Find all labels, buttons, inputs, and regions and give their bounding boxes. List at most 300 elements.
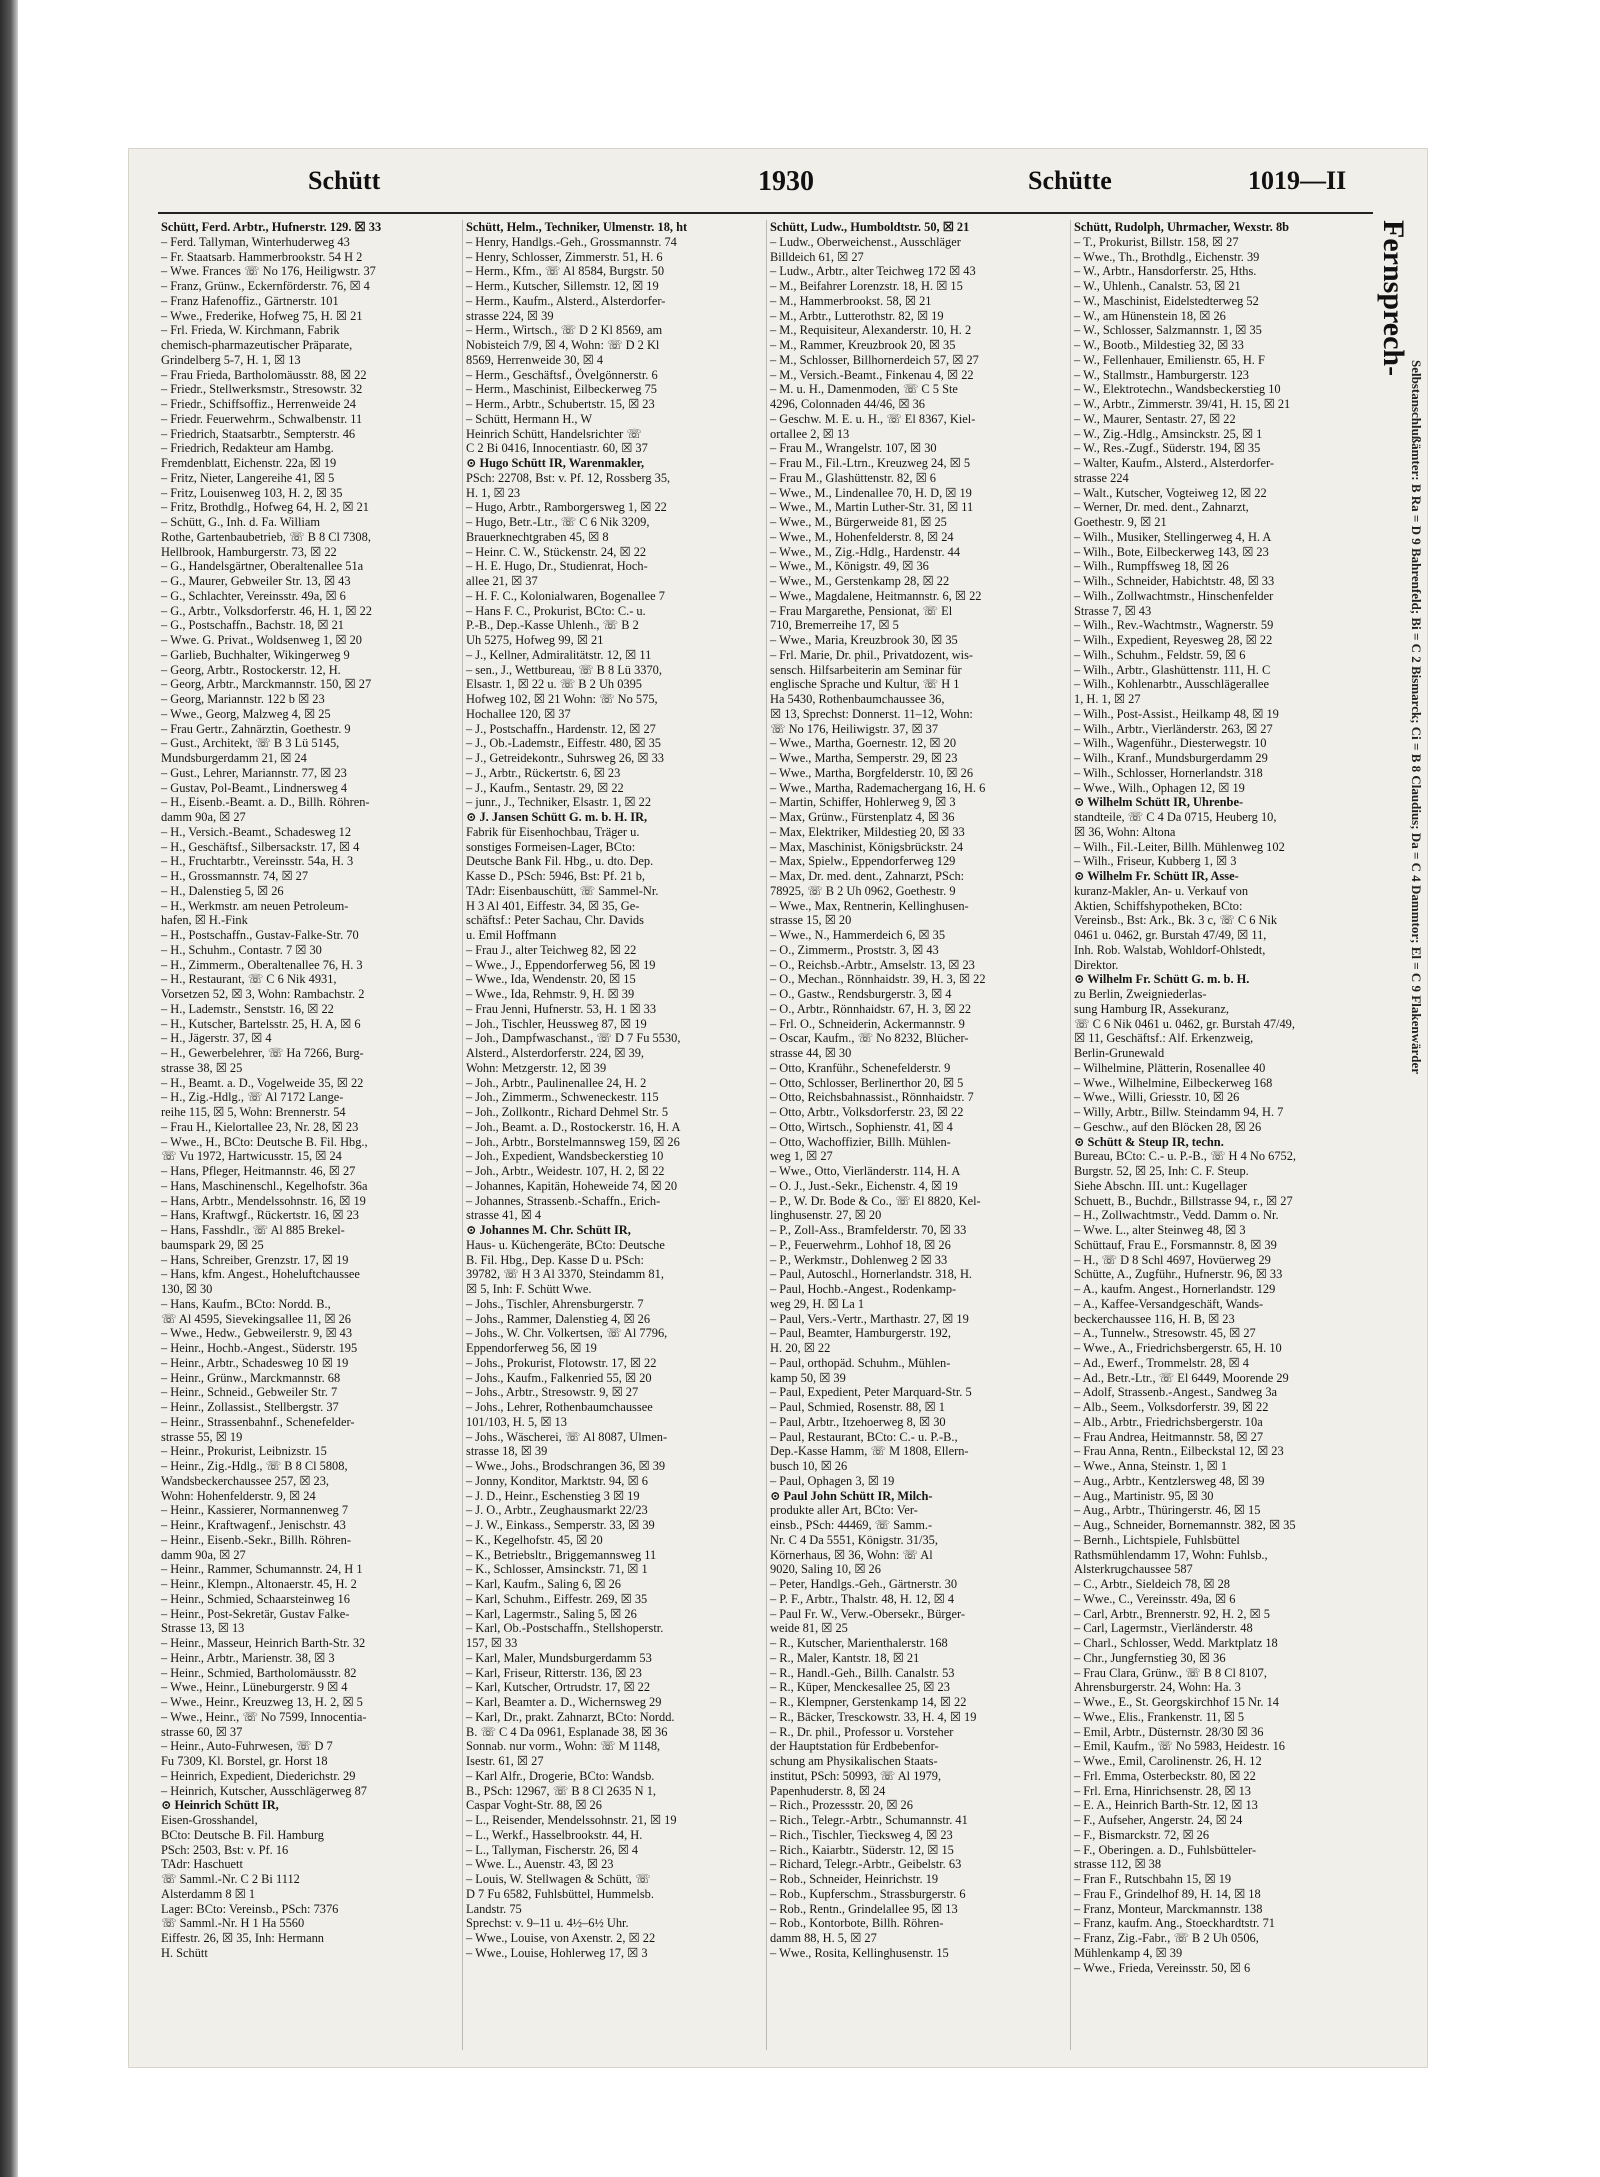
directory-entry-line: hafen, ☒ H.-Fink	[161, 913, 248, 928]
directory-entry-line: – Max, Elektriker, Mildestieg 20, ☒ 33	[770, 824, 965, 839]
directory-entry-line: – Wwe., Rosita, Kellinghusenstr. 15	[770, 1945, 949, 1960]
directory-entry-line: beckerchaussee 116, H. B, ☒ 23	[1074, 1311, 1235, 1326]
directory-entry-line: – Carl, Lagermstr., Vierländerstr. 48	[1074, 1621, 1253, 1636]
directory-entry-line: 130, ☒ 30	[161, 1282, 213, 1296]
directory-entry-line: BCto: Deutsche B. Fil. Hamburg	[161, 1827, 324, 1842]
header-page-number: 1019—II	[1248, 166, 1347, 195]
directory-entry-line: – Georg, Arbtr., Rostockerstr. 12, H.	[161, 662, 341, 677]
directory-entry-line: busch 10, ☒ 26	[770, 1459, 848, 1473]
directory-entry-line: – H., ☏ D 8 Schl 4697, Hovüerweg 29	[1074, 1252, 1271, 1267]
directory-entry-line: – Wwe., Maria, Kreuzbrook 30, ☒ 35	[770, 633, 958, 647]
directory-entry-line: kamp 50, ☒ 39	[770, 1370, 846, 1385]
directory-entry-line: – Rich., Tischler, Tiecksweg 4, ☒ 23	[770, 1827, 953, 1842]
directory-entry-line: – Karl, Friseur, Ritterstr. 136, ☒ 23	[466, 1665, 642, 1680]
directory-entry-line: H. 20, ☒ 22	[770, 1341, 831, 1355]
directory-entry-line: – Georg, Mariannstr. 122 b ☒ 23	[161, 692, 325, 706]
directory-entry-line: – Wwe., M., Martin Luther-Str. 31, ☒ 11	[770, 500, 974, 515]
directory-entry-line: – W., Arbtr., Hansdorferstr. 25, Hths.	[1074, 264, 1257, 279]
directory-entry-line: weg 1, ☒ 27	[770, 1149, 833, 1164]
directory-entry-line: linghusenstr. 27, ☒ 20	[770, 1208, 882, 1223]
column-1	[158, 220, 455, 2050]
directory-entry-line: – G., Handelsgärtner, Oberaltenallee 51a	[161, 559, 364, 574]
directory-entry-line: – Wwe., Johs., Brodschrangen 36, ☒ 39	[466, 1459, 666, 1473]
directory-entry-line: – Otto, Wirtsch., Sophienstr. 41, ☒ 4	[770, 1119, 953, 1134]
directory-entry-line: Vorsetzen 52, ☒ 3, Wohn: Rambachstr. 2	[161, 987, 365, 1001]
directory-entry-line: – Friedr. Feuerwehrm., Schwalbenstr. 11	[161, 411, 363, 426]
directory-entry-line: ⊙ Johannes M. Chr. Schütt IR,	[466, 1223, 631, 1237]
directory-entry-line: ☏ C 6 Nik 0461 u. 0462, gr. Burstah 47/49,	[1074, 1016, 1295, 1031]
directory-entry-line: – Wwe. L., alter Steinweg 48, ☒ 3	[1074, 1223, 1246, 1237]
directory-entry-line: D 7 Fu 6582, Fuhlsbüttel, Hummelsb.	[466, 1886, 654, 1901]
directory-entry-line: Sonnab. nur vorm., Wohn: ☏ M 1148,	[466, 1739, 661, 1754]
directory-entry-line: – W., Elektrotechn., Wandsbeckerstieg 10	[1074, 382, 1281, 397]
directory-entry-line: – Walt., Kutscher, Vogteiweg 12, ☒ 22	[1074, 485, 1267, 500]
directory-entry-line: – Paul, Vers.-Vertr., Marthastr. 27, ☒ 19	[770, 1311, 969, 1326]
directory-entry-line: – Heinr., Schneid., Gebweiler Str. 7	[161, 1385, 338, 1400]
directory-entry-line: – Johs., Rammer, Dalenstieg 4, ☒ 26	[466, 1311, 651, 1326]
directory-entry-line: – Friedrich, Redakteur am Hambg.	[161, 441, 334, 456]
directory-entry-line: – Wwe., Wilhelmine, Eilbeckerweg 168	[1074, 1075, 1273, 1090]
directory-entry-line: strasse 112, ☒ 38	[1074, 1857, 1162, 1872]
directory-entry-line: – Heinrich, Expedient, Diederichstr. 29	[161, 1768, 356, 1783]
directory-entry-line: Heinrich Schütt, Handelsrichter ☏	[466, 426, 642, 441]
directory-entry-line: Goethestr. 9, ☒ 21	[1074, 515, 1167, 529]
directory-entry-line: – Wilh., Wagenführ., Diesterwegstr. 10	[1074, 736, 1267, 751]
directory-entry-line: – Karl, Schuhm., Eiffestr. 269, ☒ 35	[466, 1591, 648, 1606]
directory-entry-line: ⊙ J. Jansen Schütt G. m. b. H. IR,	[466, 810, 648, 824]
directory-entry-line: – Herm., Geschäftsf., Övelgönnerstr. 6	[466, 367, 658, 382]
directory-entry-line: ⊙ Wilhelm Schütt IR, Uhrenbe-	[1074, 795, 1244, 810]
directory-entry-line: Uh 5275, Hofweg 99, ☒ 21	[466, 633, 604, 647]
directory-entry-line: einsb., PSch: 44469, ☏ Samm.-	[770, 1518, 933, 1532]
directory-entry-line: 157, ☒ 33	[466, 1636, 518, 1650]
directory-entry-line: – Karl, Kaufm., Saling 6, ☒ 26	[466, 1577, 621, 1591]
directory-entry-line: – O., Reichsb.-Arbtr., Amselstr. 13, ☒ 23	[770, 957, 975, 972]
directory-entry-line: – Hans, Fasshdlr., ☏ Al 885 Brekel-	[161, 1223, 345, 1237]
directory-entry-line: – Max, Maschinist, Königsbrückstr. 24	[770, 839, 964, 854]
directory-entry-line: B. ☏ C 4 Da 0961, Esplanade 38, ☒ 36	[466, 1724, 668, 1739]
directory-entry-line: – Garlieb, Buchhalter, Wikingerweg 9	[161, 647, 350, 662]
directory-entry-line: Kasse D., PSch: 5946, Bst: Pf. 21 b,	[466, 869, 645, 883]
directory-entry-line: – K., Schlosser, Amsinckstr. 71, ☒ 1	[466, 1562, 648, 1577]
directory-entry-line: zu Berlin, Zweigniederlas-	[1074, 987, 1207, 1001]
directory-entry-line: ☒ 11, Geschäftsf.: Alf. Erkenzweig,	[1074, 1031, 1254, 1046]
directory-entry-line: – Johannes, Strassenb.-Schaffn., Erich-	[466, 1193, 661, 1208]
directory-entry-line: – Otto, Kranführ., Schenefelderstr. 9	[770, 1060, 951, 1075]
phone-exchange-sidebar	[1374, 220, 1426, 2050]
directory-entry-line: – Gust., Lehrer, Mariannstr. 77, ☒ 23	[161, 765, 347, 780]
directory-entry-line: – Hans, Kraftwgf., Rückertstr. 16, ☒ 23	[161, 1208, 359, 1223]
directory-entry-line: – Heinr., Masseur, Heinrich Barth-Str. 32	[161, 1636, 366, 1650]
directory-entry-line: – Wilh., Arbtr., Glashüttenstr. 111, H. C	[1074, 662, 1271, 677]
directory-entry-line: – Wwe., Georg, Malzweg 4, ☒ 25	[161, 706, 331, 721]
directory-entry-line: – Wilh., Zollwachtmstr., Hinschenfelder	[1074, 588, 1274, 603]
directory-entry-line: PSch: 2503, Bst: v. Pf. 16	[161, 1842, 289, 1857]
directory-entry-line: Bureau, BCto: C.- u. P.-B., ☏ H 4 No 6752,	[1074, 1149, 1297, 1164]
directory-entry-line: – Herm., Kfm., ☏ Al 8584, Burgstr. 50	[466, 264, 665, 279]
directory-entry-line: – Henry, Handlgs.-Geh., Grossmannstr. 74	[466, 234, 677, 249]
directory-entry-line: – L., Reisender, Mendelssohnstr. 21, ☒ 19	[466, 1813, 677, 1827]
directory-entry-line: – Wwe., Martha, Borgfelderstr. 10, ☒ 26	[770, 765, 974, 780]
directory-entry-line: sensch. Hilfsarbeiterin am Seminar für	[770, 662, 962, 677]
directory-entry-line: – Wilh., Expedient, Reyesweg 28, ☒ 22	[1074, 633, 1273, 647]
directory-entry-line: – Karl, Kutscher, Ortrudstr. 17, ☒ 22	[466, 1680, 651, 1695]
directory-entry-line: – Adolf, Strassenb.-Angest., Sandweg 3a	[1074, 1385, 1278, 1400]
directory-entry-line: – Heinr., Hochb.-Angest., Süderstr. 195	[161, 1341, 358, 1355]
directory-entry-line: Isestr. 61, ☒ 27	[466, 1754, 544, 1768]
directory-entry-line: Burgstr. 52, ☒ 25, Inh: C. F. Steup.	[1074, 1164, 1249, 1178]
directory-entry-line: – Wilh., Kohlenarbtr., Ausschlägerallee	[1074, 677, 1270, 692]
directory-entry-line: – Rich., Kaiarbtr., Süderstr. 12, ☒ 15	[770, 1842, 954, 1857]
directory-entry-line: – Wwe., Emil, Carolinenstr. 26, H. 12	[1074, 1754, 1262, 1768]
directory-entry-line: – Wilhelmine, Plätterin, Rosenallee 40	[1074, 1060, 1266, 1075]
directory-entry-line: C 2 Bi 0416, Innocentiastr. 60, ☒ 37	[466, 441, 648, 456]
directory-entry-line: – R., Maler, Kantstr. 18, ☒ 21	[770, 1650, 920, 1665]
directory-entry-line: Eisen-Grosshandel,	[161, 1813, 258, 1827]
directory-entry-line: 78925, ☏ B 2 Uh 0962, Goethestr. 9	[770, 883, 956, 898]
directory-entry-line: – W., Res.-Zugf., Süderstr. 194, ☒ 35	[1074, 441, 1261, 456]
directory-entry-line: – Wwe., Frederike, Hofweg 75, H. ☒ 21	[161, 308, 363, 323]
directory-entry-line: – Wilh., Bote, Eilbeckerweg 143, ☒ 23	[1074, 544, 1269, 559]
directory-entry-line: – Rich., Prozessstr. 20, ☒ 26	[770, 1798, 913, 1813]
directory-entry-line: – Karl, Maler, Mundsburgerdamm 53	[466, 1650, 652, 1665]
directory-entry-line: Schütt, Ferd. Arbtr., Hufnerstr. 129. ☒ 33	[161, 220, 382, 234]
directory-entry-line: – Karl Alfr., Drogerie, BCto: Wandsb.	[466, 1768, 655, 1783]
directory-entry-line: – Alb., Seem., Volksdorferstr. 39, ☒ 22	[1074, 1400, 1269, 1414]
directory-entry-line: – Wwe., Louise, Hohlerweg 17, ☒ 3	[466, 1945, 648, 1960]
directory-entry-line: – Paul, Hochb.-Angest., Rodenkamp-	[770, 1282, 957, 1296]
directory-entry-line: – Emil, Arbtr., Düsternstr. 28/30 ☒ 36	[1074, 1724, 1264, 1739]
directory-entry-line: B., PSch: 12967, ☏ B 8 Cl 2635 N 1,	[466, 1783, 657, 1798]
directory-entry-line: weg 29, H. ☒ La 1	[770, 1296, 865, 1311]
directory-entry-line: – T., Prokurist, Billstr. 158, ☒ 27	[1074, 234, 1239, 249]
directory-entry-line: Hellbrook, Hamburgerstr. 73, ☒ 22	[161, 544, 337, 559]
directory-entry-line: 9020, Saling 10, ☒ 26	[770, 1562, 881, 1577]
directory-entry-line: – Wwe., Martha, Goernestr. 12, ☒ 20	[770, 736, 957, 751]
directory-entry-line: – W., Bootb., Mildestieg 32, ☒ 33	[1074, 338, 1244, 352]
directory-entry-line: – Paul, Ophagen 3, ☒ 19	[770, 1473, 895, 1488]
directory-entry-line: – M., Versich.-Beamt., Finkenau 4, ☒ 22	[770, 367, 974, 382]
directory-entry-line: Alsterd., Alsterdorferstr. 224, ☒ 39,	[466, 1046, 645, 1060]
directory-entry-line: – F., Oberingen. a. D., Fuhlsbütteler-	[1074, 1842, 1257, 1857]
directory-entry-line: – Paul, Autoschl., Hornerlandstr. 318, H.	[770, 1267, 973, 1282]
directory-entry-line: reihe 115, ☒ 5, Wohn: Brennerstr. 54	[161, 1105, 346, 1119]
directory-entry-line: – H., Versich.-Beamt., Schadesweg 12	[161, 824, 352, 839]
directory-entry-line: – Wwe., Heinr., ☏ No 7599, Innocentia-	[161, 1709, 367, 1724]
directory-entry-line: – H., Fruchtarbtr., Vereinsstr. 54a, H. 3	[161, 854, 354, 869]
directory-entry-line: – Heinr., Klempn., Altonaerstr. 45, H. 2	[161, 1577, 357, 1591]
directory-entry-line: – Henry, Schlosser, Zimmerstr. 51, H. 6	[466, 249, 663, 264]
directory-entry-line: ⊙ Wilhelm Fr. Schütt IR, Asse-	[1074, 869, 1239, 883]
directory-entry-line: Mühlenkamp 4, ☒ 39	[1074, 1945, 1183, 1960]
directory-entry-line: – Ludw., Oberweichenst., Ausschläger	[770, 234, 961, 249]
directory-entry-line: strasse 224	[1074, 470, 1129, 485]
directory-entry-line: strasse 44, ☒ 30	[770, 1046, 852, 1060]
directory-entry-line: – Ad., Betr.-Ltr., ☏ El 6449, Moorende 29	[1074, 1370, 1289, 1385]
directory-entry-line: – Hans, Schreiber, Grenzstr. 17, ☒ 19	[161, 1252, 349, 1267]
directory-entry-line: – Frau Margarethe, Pensionat, ☏ El	[770, 603, 953, 618]
directory-entry-line: – Wilh., Schneider, Habichtstr. 48, ☒ 33	[1074, 574, 1275, 588]
directory-entry-line: – Wwe., M., Bürgerweide 81, ☒ 25	[770, 515, 947, 529]
directory-entry-line: – Frau J., alter Teichweg 82, ☒ 22	[466, 942, 637, 957]
directory-entry-line: – Frau M., Glashüttenstr. 82, ☒ 6	[770, 470, 936, 485]
directory-entry-line: – Heinr., Zollassist., Stellbergstr. 37	[161, 1400, 339, 1414]
directory-entry-line: – G., Schlachter, Vereinsstr. 49a, ☒ 6	[161, 588, 346, 603]
directory-entry-line: – Herm., Kaufm., Alsterd., Alsterdorfer-	[466, 293, 666, 308]
column-2	[462, 220, 760, 2050]
directory-entry-line: – Schütt, Hermann H., W	[466, 411, 593, 426]
directory-entry-line: – Wilh., Kranf., Mundsburgerdamm 29	[1074, 751, 1268, 765]
directory-entry-line: – F., Aufseher, Angerstr. 24, ☒ 24	[1074, 1813, 1243, 1827]
directory-entry-line: – H., Zimmerm., Oberaltenallee 76, H. 3	[161, 957, 363, 972]
directory-entry-line: – Frl. O., Schneiderin, Ackermannstr. 9	[770, 1016, 965, 1031]
directory-entry-line: – H., Zig.-Hdlg., ☏ Al 7172 Lange-	[161, 1090, 344, 1105]
directory-entry-line: ☒ 5, Inh: F. Schütt Wwe.	[466, 1282, 592, 1296]
directory-entry-line: H 3 Al 401, Eiffestr. 34, ☒ 35, Ge-	[466, 898, 640, 913]
directory-entry-line: – M., Hammerbrookst. 58, ☒ 21	[770, 293, 932, 308]
directory-entry-line: – Heinrich, Kutscher, Ausschlägerweg 87	[161, 1783, 367, 1798]
directory-entry-line: ☏ No 176, Heiliwigstr. 37, ☒ 37	[770, 721, 939, 736]
directory-entry-line: Hochallee 120, ☒ 37	[466, 706, 571, 721]
directory-entry-line: – Karl, Lagermstr., Saling 5, ☒ 26	[466, 1606, 637, 1621]
directory-entry-line: – Ferd. Tallyman, Winterhuderweg 43	[161, 234, 350, 249]
directory-entry-line: – M., Beifahrer Lorenzstr. 18, H. ☒ 15	[770, 279, 963, 293]
directory-entry-line: chemisch-pharmazeutischer Präparate,	[161, 338, 353, 352]
directory-entry-line: – Rob., Kontorbote, Billh. Röhren-	[770, 1916, 944, 1931]
directory-entry-line: – A., kaufm. Angest., Hornerlandstr. 129	[1074, 1282, 1276, 1296]
directory-entry-line: 0461 u. 0462, gr. Burstah 47/49, ☒ 11,	[1074, 928, 1267, 942]
directory-entry-line: – G., Maurer, Gebweiler Str. 13, ☒ 43	[161, 574, 351, 588]
directory-entry-line: – Louis, W. Stellwagen & Schütt, ☏	[466, 1872, 651, 1886]
directory-entry-line: – P. F., Arbtr., Thalstr. 48, H. 12, ☒ 4	[770, 1591, 955, 1606]
directory-entry-line: – Heinr., Strassenbahnf., Schenefelder-	[161, 1414, 355, 1429]
directory-entry-line: strasse 60, ☒ 37	[161, 1724, 243, 1739]
directory-entry-line: – Paul, Restaurant, BCto: C.- u. P.-B.,	[770, 1429, 958, 1444]
directory-entry-line: – Hans, Maschinenschl., Kegelhofstr. 36a	[161, 1178, 368, 1193]
header-left-name: Schütt	[308, 166, 381, 195]
directory-entry-line: – Hugo, Arbtr., Ramborgersweg 1, ☒ 22	[466, 500, 667, 515]
directory-entry-line: Schütt, Helm., Techniker, Ulmenstr. 18, ht	[466, 220, 688, 234]
directory-entry-line: Billdeich 61, ☒ 27	[770, 249, 864, 264]
directory-entry-line: – O., Zimmerm., Proststr. 3, ☒ 43	[770, 942, 939, 957]
directory-entry-line: – Frau Frieda, Bartholomäusstr. 88, ☒ 22	[161, 367, 367, 382]
directory-entry-line: – J., Ob.-Lademstr., Eiffestr. 480, ☒ 35	[466, 736, 661, 751]
directory-entry-line: – Otto, Arbtr., Volksdorferstr. 23, ☒ 22	[770, 1105, 964, 1119]
directory-entry-line: – Joh., Arbtr., Borstelmannsweg 159, ☒ 26	[466, 1134, 680, 1149]
directory-entry-line: – Frau H., Kielortallee 23, Nr. 28, ☒ 23	[161, 1119, 359, 1134]
directory-entry-line: – Franz, Grünw., Eckernförderstr. 76, ☒ 4	[161, 279, 370, 293]
directory-entry-line: – Aug., Martinistr. 95, ☒ 30	[1074, 1488, 1214, 1503]
directory-entry-line: – Karl, Ob.-Postschaffn., Stellshoperstr.	[466, 1621, 664, 1636]
directory-entry-line: Schuett, B., Buchdr., Billstrasse 94, r., ☒ 27	[1074, 1193, 1293, 1208]
directory-entry-line: – Frau Gertr., Zahnärztin, Goethestr. 9	[161, 721, 351, 736]
directory-entry-line: damm 88, H. 5, ☒ 27	[770, 1931, 877, 1945]
directory-entry-line: – Gust., Architekt, ☏ B 3 Lü 5145,	[161, 736, 340, 751]
directory-entry-line: – Werner, Dr. med. dent., Zahnarzt,	[1074, 500, 1249, 515]
directory-entry-line: – Paul, Expedient, Peter Marquard-Str. 5	[770, 1385, 972, 1400]
directory-entry-line: – P., Feuerwehrm., Lohhof 18, ☒ 26	[770, 1237, 951, 1252]
directory-entry-line: ortallee 2, ☒ 13	[770, 426, 850, 441]
directory-entry-line: Vereinsb., Bst: Ark., Bk. 3 c, ☏ C 6 Nik	[1074, 913, 1278, 928]
directory-entry-line: – Hans, Kaufm., BCto: Nordd. B.,	[161, 1296, 331, 1311]
directory-entry-line: ⊙ Wilhelm Fr. Schütt G. m. b. H.	[1074, 972, 1250, 987]
directory-entry-line: – Wwe., Magdalene, Heitmannstr. 6, ☒ 22	[770, 588, 982, 603]
directory-entry-line: – H., Jägerstr. 37, ☒ 4	[161, 1031, 272, 1046]
directory-entry-line: – H. E. Hugo, Dr., Studienrat, Hoch-	[466, 559, 648, 574]
directory-entry-line: – Ad., Ewerf., Trommelstr. 28, ☒ 4	[1074, 1355, 1249, 1370]
directory-entry-line: – Rob., Schneider, Heinrichstr. 19	[770, 1872, 939, 1886]
header-right-name: Schütte	[1028, 166, 1112, 195]
directory-entry-line: strasse 41, ☒ 4	[466, 1208, 542, 1223]
directory-entry-line: Fu 7309, Kl. Borstel, gr. Horst 18	[161, 1754, 328, 1768]
directory-entry-line: – Wwe., Heinr., Lüneburgerstr. 9 ☒ 4	[161, 1680, 348, 1695]
directory-entry-line: ⊙ Hugo Schütt IR, Warenmakler,	[466, 456, 645, 470]
directory-entry-line: – J., Kellner, Admiralitätstr. 12, ☒ 11	[466, 647, 652, 662]
directory-entry-line: – O., Gastw., Rendsburgerstr. 3, ☒ 4	[770, 987, 952, 1001]
directory-entry-line: – J. D., Heinr., Eschenstieg 3 ☒ 19	[466, 1488, 640, 1503]
directory-entry-line: – A., Kaffee-Versandgeschäft, Wands-	[1074, 1296, 1264, 1311]
directory-entry-line: – Wwe., Max, Rentnerin, Kellinghusen-	[770, 898, 969, 913]
directory-entry-line: PSch: 22708, Bst: v. Pf. 12, Rossberg 35,	[466, 470, 671, 485]
directory-entry-line: strasse 15, ☒ 20	[770, 913, 852, 928]
directory-entry-line: – Paul, Schmied, Rosenstr. 88, ☒ 1	[770, 1400, 945, 1414]
directory-entry-line: englische Sprache und Kultur, ☏ H 1	[770, 677, 960, 692]
directory-entry-line: – Heinr., Schmied, Bartholomäusstr. 82	[161, 1665, 357, 1680]
directory-entry-line: – Wwe., Willi, Griesstr. 10, ☒ 26	[1074, 1090, 1240, 1105]
directory-entry-line: – Wwe., M., Lindenallee 70, H. D, ☒ 19	[770, 485, 972, 500]
directory-entry-line: – Fr. Staatsarb. Hammerbrookstr. 54 H 2	[161, 249, 363, 264]
directory-entry-line: Nr. C 4 Da 5551, Königstr. 31/35,	[770, 1532, 938, 1547]
directory-entry-line: Wohn: Hohenfelderstr. 9, ☒ 24	[161, 1488, 316, 1503]
directory-columns	[158, 220, 1373, 2050]
directory-entry-line: – J., Getreidekontr., Suhrsweg 26, ☒ 33	[466, 751, 664, 765]
directory-entry-line: ⊙ Schütt & Steup IR, techn.	[1074, 1134, 1224, 1149]
header-rule	[158, 212, 1373, 214]
directory-entry-line: – Hans, kfm. Angest., Hoheluftchaussee	[161, 1267, 360, 1282]
directory-entry-line: – M., Schlosser, Billhornerdeich 57, ☒ 27	[770, 352, 979, 367]
directory-entry-line: Körnerhaus, ☒ 36, Wohn: ☏ Al	[770, 1547, 933, 1562]
directory-entry-line: – Otto, Wachoffizier, Billh. Mühlen-	[770, 1134, 951, 1149]
directory-entry-line: – Heinr., Auto-Fuhrwesen, ☏ D 7	[161, 1739, 333, 1754]
directory-entry-line: – P., Zoll-Ass., Bramfelderstr. 70, ☒ 33	[770, 1223, 967, 1237]
directory-entry-line: – Wwe., M., Gerstenkamp 28, ☒ 22	[770, 574, 950, 588]
directory-entry-line: – W., Maurer, Sentastr. 27, ☒ 22	[1074, 411, 1236, 426]
directory-entry-line: – Wwe. L., Auenstr. 43, ☒ 23	[466, 1857, 614, 1872]
sidebar-title: Fernsprech-	[1377, 220, 1410, 377]
directory-entry-line: – J., Postschaffn., Hardenstr. 12, ☒ 27	[466, 721, 656, 736]
directory-entry-line: – Wwe., Heinr., Kreuzweg 13, H. 2, ☒ 5	[161, 1695, 363, 1709]
directory-entry-line: damm 90a, ☒ 27	[161, 810, 246, 824]
directory-entry-line: Direktor.	[1074, 957, 1119, 972]
directory-entry-line: – Oscar, Kaufm., ☏ No 8232, Blücher-	[770, 1031, 969, 1046]
directory-entry-line: – C., Arbtr., Sieldeich 78, ☒ 28	[1074, 1577, 1231, 1591]
directory-entry-line: – W., Stallmstr., Hamburgerstr. 123	[1074, 367, 1249, 382]
directory-entry-line: 710, Bremerreihe 17, ☒ 5	[770, 618, 899, 633]
directory-entry-line: Haus- u. Küchengeräte, BCto: Deutsche	[466, 1237, 665, 1252]
directory-entry-line: – Frau M., Fil.-Ltrn., Kreuzweg 24, ☒ 5	[770, 456, 971, 470]
directory-entry-line: Nobisteich 7/9, ☒ 4, Wohn: ☏ D 2 Kl	[466, 338, 660, 352]
directory-entry-line: – P., W. Dr. Bode & Co., ☏ El 8820, Kel-	[770, 1193, 981, 1208]
directory-entry-line: – Heinr., Eisenb.-Sekr., Billh. Röhren-	[161, 1532, 351, 1547]
directory-entry-line: Eiffestr. 26, ☒ 35, Inh: Hermann	[161, 1931, 324, 1945]
directory-entry-line: ☏ Vu 1972, Hartwicusstr. 15, ☒ 24	[161, 1149, 342, 1164]
directory-entry-line: – Ludw., Arbtr., alter Teichweg 172 ☒ 43	[770, 264, 976, 279]
directory-entry-line: – sen., J., Wettbureau, ☏ B 8 Lü 3370,	[466, 662, 662, 677]
directory-entry-line: – Frau Jenni, Hufnerstr. 53, H. 1 ☒ 33	[466, 1001, 657, 1016]
directory-entry-line: – Heinr., Grünw., Marckmannstr. 68	[161, 1370, 341, 1385]
directory-entry-line: – H., Gewerbelehrer, ☏ Ha 7266, Burg-	[161, 1046, 364, 1060]
directory-entry-line: – Friedr., Stellwerksmstr., Stresowstr. 32	[161, 382, 363, 397]
directory-entry-line: – Wilh., Friseur, Kubberg 1, ☒ 3	[1074, 854, 1237, 869]
directory-entry-line: – Rob., Rentn., Grindelallee 95, ☒ 13	[770, 1901, 958, 1916]
directory-entry-line: – E. A., Heinrich Barth-Str. 12, ☒ 13	[1074, 1798, 1258, 1813]
column-4	[1070, 220, 1368, 2050]
directory-entry-line: – H., Restaurant, ☏ C 6 Nik 4931,	[161, 972, 337, 987]
directory-entry-line: – W., Schlosser, Salzmannstr. 1, ☒ 35	[1074, 323, 1262, 338]
directory-entry-line: – Peter, Handlgs.-Geh., Gärtnerstr. 30	[770, 1577, 958, 1591]
directory-entry-line: – Wwe., M., Hohenfelderstr. 8, ☒ 24	[770, 529, 954, 544]
directory-entry-line: – Richard, Telegr.-Arbtr., Geibelstr. 63	[770, 1857, 962, 1872]
directory-entry-line: – Heinr., Kassierer, Normannenweg 7	[161, 1503, 349, 1518]
directory-entry-line: – Joh., Zollkontr., Richard Dehmel Str. 5	[466, 1105, 669, 1119]
directory-entry-line: – Karl, Beamter a. D., Wichernsweg 29	[466, 1695, 662, 1709]
directory-entry-line: P.-B., Dep.-Kasse Uhlenh., ☏ B 2	[466, 618, 639, 633]
directory-entry-line: – Wwe., Martha, Semperstr. 29, ☒ 23	[770, 751, 958, 765]
directory-entry-line: – Frau M., Wrangelstr. 107, ☒ 30	[770, 441, 937, 456]
directory-entry-line: – L., Werkf., Hasselbrookstr. 44, H.	[466, 1827, 643, 1842]
directory-entry-line: produkte aller Art, BCto: Ver-	[770, 1503, 918, 1518]
directory-entry-line: – Joh., Arbtr., Paulinenallee 24, H. 2	[466, 1075, 647, 1090]
directory-entry-line: 4296, Colonnaden 44/46, ☒ 36	[770, 397, 925, 411]
directory-entry-line: – Wwe., Otto, Vierländerstr. 114, H. A	[770, 1164, 961, 1178]
directory-entry-line: – Wwe., Ida, Rehmstr. 9, H. ☒ 39	[466, 987, 635, 1001]
directory-entry-line: – Gustav, Pol-Beamt., Lindnersweg 4	[161, 780, 348, 795]
directory-entry-line: Rathsmühlendamm 17, Wohn: Fuhlsb.,	[1074, 1547, 1268, 1562]
directory-entry-line: TAdr: Haschuett	[161, 1857, 243, 1872]
directory-entry-line: – Hugo, Betr.-Ltr., ☏ C 6 Nik 3209,	[466, 515, 650, 529]
directory-entry-line: Caspar Voght-Str. 88, ☒ 26	[466, 1798, 602, 1813]
directory-entry-line: Ahrensburgerstr. 24, Wohn: Ha. 3	[1074, 1680, 1241, 1695]
directory-entry-line: Brauerknechtgraben 45, ☒ 8	[466, 529, 609, 544]
directory-entry-line: – Johs., Kaufm., Falkenried 55, ☒ 20	[466, 1370, 652, 1385]
directory-entry-line: – Geschw., auf den Blöcken 28, ☒ 26	[1074, 1119, 1262, 1134]
directory-entry-line: – L., Tallyman, Fischerstr. 26, ☒ 4	[466, 1842, 639, 1857]
directory-entry-line: – Wwe., Martha, Rademachergang 16, H. 6	[770, 780, 986, 795]
directory-entry-line: – Martin, Schiffer, Hohlerweg 9, ☒ 3	[770, 795, 956, 810]
directory-entry-line: – W., Uhlenh., Canalstr. 53, ☒ 21	[1074, 279, 1241, 293]
directory-entry-line: – Wilh., Post-Assist., Heilkamp 48, ☒ 19	[1074, 706, 1279, 721]
directory-entry-line: – W., Zig.-Hdlg., Amsinckstr. 25, ☒ 1	[1074, 426, 1263, 441]
directory-entry-line: – M., Requisiteur, Alexanderstr. 10, H. 2	[770, 323, 972, 338]
directory-entry-line: – R., Bäcker, Tresckowstr. 33, H. 4, ☒ 19	[770, 1709, 977, 1724]
directory-entry-line: – Wwe. Frances ☏ No 176, Heiligwstr. 37	[161, 264, 376, 279]
directory-entry-line: – Frl. Marie, Dr. phil., Privatdozent, wis-	[770, 647, 974, 662]
directory-entry-line: – Max, Dr. med. dent., Zahnarzt, PSch:	[770, 869, 965, 883]
directory-entry-line: – Fran F., Rutschbahn 15, ☒ 19	[1074, 1872, 1232, 1886]
directory-entry-line: – Charl., Schlosser, Wedd. Marktplatz 18	[1074, 1636, 1278, 1650]
directory-entry-line: – H., Beamt. a. D., Vogelweide 35, ☒ 22	[161, 1075, 364, 1090]
directory-entry-line: – Frau Anna, Rentn., Eilbeckstal 12, ☒ 23	[1074, 1444, 1284, 1459]
directory-entry-line: weide 81, ☒ 25	[770, 1621, 848, 1636]
sidebar-text: Selbstanschlußämter: B Ra = D 9 Bahrenfeld; Bi = C 2 Bismarck; Ci = B 8 Claudius; Da = C 4 Dammtor; El = C 9 Flakenwärder	[1409, 360, 1424, 1075]
directory-entry-line: – Heinr., Rammer, Schumannstr. 24, H 1	[161, 1562, 363, 1577]
directory-entry-line: – Max, Grünw., Fürstenplatz 4, ☒ 36	[770, 810, 955, 824]
directory-entry-line: – Wwe., A., Friedrichsbergerstr. 65, H. 10	[1074, 1341, 1282, 1355]
directory-entry-line: – Wilh., Musiker, Stellingerweg 4, H. A	[1074, 529, 1272, 544]
directory-entry-line: schung am Physikalischen Staats-	[770, 1754, 938, 1768]
directory-entry-line: – Chr., Jungfernstieg 30, ☒ 36	[1074, 1650, 1226, 1665]
directory-entry-line: – H., Geschäftsf., Silbersackstr. 17, ☒ 4	[161, 839, 360, 854]
